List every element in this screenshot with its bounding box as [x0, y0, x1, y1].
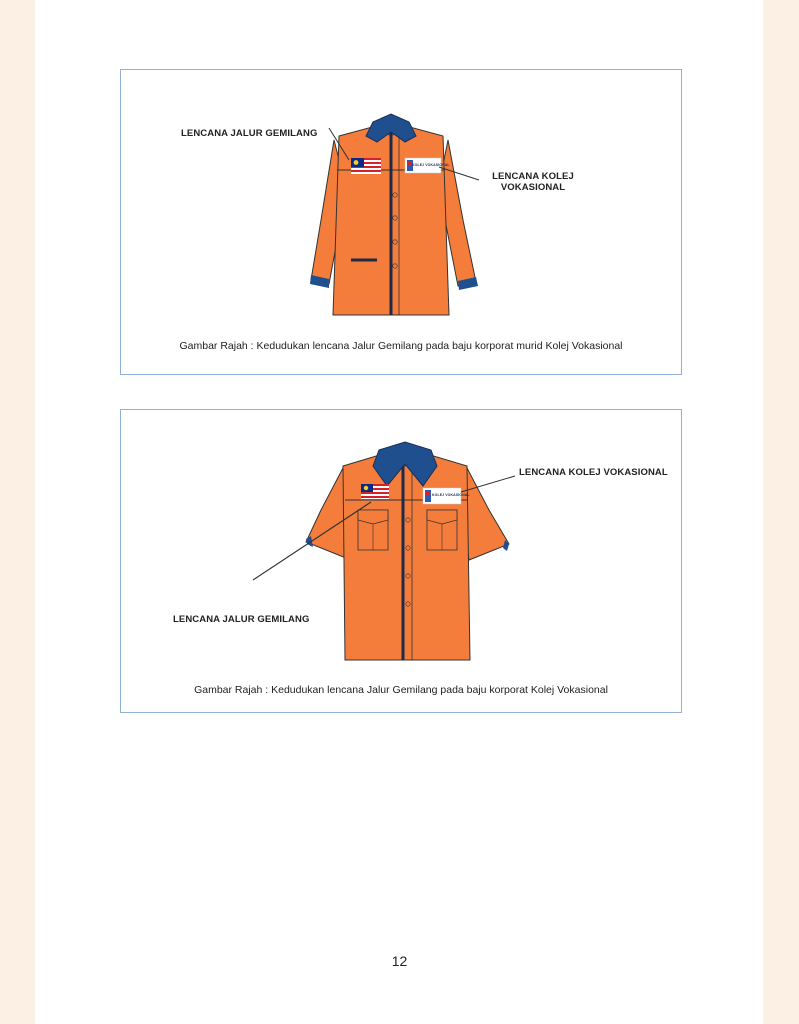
figure-short-sleeve-shirt	[120, 409, 682, 713]
page-number: 12	[391, 953, 408, 969]
figure-long-sleeve-shirt	[120, 69, 682, 375]
short-sleeve-shirt-illustration	[121, 410, 681, 712]
label-kolej-vokasional: LENCANA KOLEJ VOKASIONAL	[519, 467, 668, 478]
badge-text: KOLEJ VOKASIONAL	[412, 163, 450, 167]
label-jalur-gemilang: LENCANA JALUR GEMILANG	[181, 128, 318, 139]
label-jalur-gemilang: LENCANA JALUR GEMILANG	[173, 614, 310, 625]
jalur-gemilang-badge	[351, 158, 381, 174]
figure-caption: Gambar Rajah : Kedudukan lencana Jalur Gemilang pada baju korporat Kolej Vokasional	[194, 684, 608, 696]
label-kolej-vokasional: LENCANA KOLEJ VOKASIONAL	[492, 171, 574, 193]
figure-caption: Gambar Rajah : Kedudukan lencana Jalur Gemilang pada baju korporat murid Kolej Vokasional	[179, 340, 623, 352]
right-pocket	[427, 510, 457, 550]
left-pocket	[358, 510, 388, 550]
badge-text: KOLEJ VOKASIONAL	[432, 493, 470, 497]
jalur-gemilang-badge	[361, 484, 389, 499]
long-sleeve-shirt-illustration	[121, 70, 681, 374]
